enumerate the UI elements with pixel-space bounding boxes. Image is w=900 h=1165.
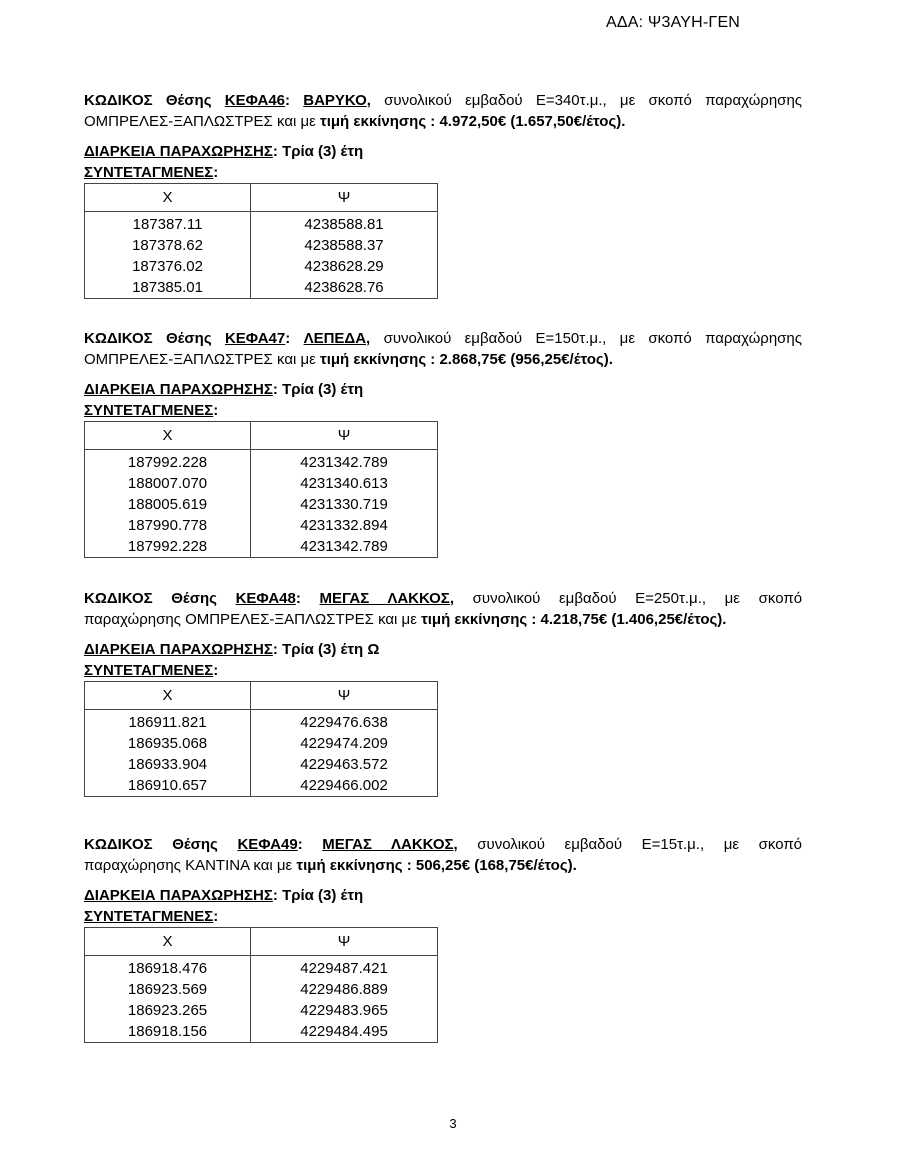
- col-y-header: Ψ: [251, 928, 438, 956]
- coords-label: ΣΥΝΤΕΤΑΓΜΕΝΕΣ: [84, 908, 214, 925]
- table-row: [85, 1021, 438, 1043]
- coords-table: [84, 183, 438, 299]
- col-x-header: Χ: [85, 928, 251, 956]
- table-row: [85, 515, 438, 536]
- entry-code: ΚΕΦΑ48: [235, 590, 296, 607]
- entry-code: ΚΕΦΑ46: [224, 92, 286, 109]
- duration-label: ΔΙΑΡΚΕΙΑ ΠΑΡΑΧΩΡΗΣΗΣ: [84, 143, 273, 160]
- entry-price: τιμή εκκίνησης : 506,25€ (168,75€/έτος).: [296, 857, 577, 874]
- y-cell: 4229463.572: [251, 754, 438, 775]
- x-cell: 188005.619: [85, 494, 251, 515]
- entry-price: τιμή εκκίνησης : 4.972,50€ (1.657,50€/έτος).: [320, 113, 626, 130]
- y-cell: 4238588.37: [251, 235, 438, 256]
- entry-line2: παραχώρησης ΚΑΝΤΙΝΑ και με: [84, 857, 293, 874]
- x-cell: 187378.62: [85, 235, 251, 256]
- table-row: [85, 256, 438, 277]
- y-cell: 4229474.209: [251, 733, 438, 754]
- entry-description: ΚΩΔΙΚΟΣ Θέσης ΚΕΦΑ48: ΜΕΓΑΣ ΛΑΚΚΟΣ, συνολικού εμβαδού Ε=250τ.μ., με σκοπό παραχώρησης ΟΜΠΡΕΛΕΣ-ΞΑΠΛΩΣΤΡΕΣ και με τιμή εκκίνησης : 4.218,75€ (1.406,25€/έτος).: [84, 590, 803, 628]
- table-row: [85, 494, 438, 515]
- table-row: [85, 979, 438, 1000]
- y-cell: 4231342.789: [251, 450, 438, 474]
- duration-value: Τρία (3) έτη: [282, 887, 364, 904]
- y-cell: 4229487.421: [251, 956, 438, 980]
- entry-line1: συνολικού εμβαδού Ε=340τ.μ., με σκοπό παραχώρησης: [384, 92, 803, 109]
- table-row: [85, 473, 438, 494]
- x-cell: 187992.228: [85, 450, 251, 474]
- table-row: [85, 450, 438, 474]
- coords-table: [84, 421, 438, 558]
- x-cell: 186911.821: [85, 710, 251, 734]
- entry-code: ΚΕΦΑ47: [224, 330, 286, 347]
- entry-line1: συνολικού εμβαδού Ε=250τ.μ., με σκοπό: [472, 590, 803, 607]
- y-cell: 4229466.002: [251, 775, 438, 797]
- col-x-header: Χ: [85, 422, 251, 450]
- col-y-header: Ψ: [251, 682, 438, 710]
- coords-label: ΣΥΝΤΕΤΑΓΜΕΝΕΣ: [84, 164, 214, 181]
- duration-value: Τρία (3) έτη: [282, 143, 364, 160]
- entry-description: ΚΩΔΙΚΟΣ Θέσης ΚΕΦΑ49: ΜΕΓΑΣ ΛΑΚΚΟΣ, συνολικού εμβαδού Ε=15τ.μ., με σκοπό παραχώρησης ΚΑΝΤΙΝΑ και με τιμή εκκίνησης : 506,25€ (168,75€/έτος).: [84, 836, 803, 874]
- table-row: [85, 775, 438, 797]
- y-cell: 4238588.81: [251, 212, 438, 236]
- table-row: [85, 536, 438, 558]
- code-prefix: ΚΩΔΙΚΟΣ Θέσης: [84, 92, 212, 109]
- code-prefix: ΚΩΔΙΚΟΣ Θέσης: [84, 590, 217, 607]
- col-x-header: Χ: [85, 184, 251, 212]
- entry-line1: συνολικού εμβαδού Ε=150τ.μ., με σκοπό παραχώρησης: [383, 330, 802, 347]
- duration-value: Τρία (3) έτη: [282, 381, 364, 398]
- duration-label: ΔΙΑΡΚΕΙΑ ΠΑΡΑΧΩΡΗΣΗΣ: [84, 641, 273, 658]
- page-number: 3: [449, 1116, 457, 1131]
- x-cell: 186918.476: [85, 956, 251, 980]
- table-row: [85, 956, 438, 980]
- x-cell: 187376.02: [85, 256, 251, 277]
- entry-location: ΜΕΓΑΣ ΛΑΚΚΟΣ: [319, 590, 450, 607]
- entry-kefa49: ΚΩΔΙΚΟΣ Θέσης ΚΕΦΑ49: ΜΕΓΑΣ ΛΑΚΚΟΣ, συνολικού εμβαδού Ε=15τ.μ., με σκοπό παραχώρησης ΚΑΝΤΙΝΑ και με τιμή εκκίνησης : 506,25€ (168,75€/έτος). ΔΙΑΡΚΕΙΑ ΠΑΡΑΧΩΡΗΣΗΣ: Τρία (3) έτη ΣΥΝΤΕΤΑΓΜΕΝΕΣ: Χ Ψ 186918.476 4229487.421 186923.569 4229486.889 186923.265 4229483.965 186918.156 4229484.495: [84, 834, 802, 1043]
- y-cell: 4238628.76: [251, 277, 438, 299]
- y-cell: 4231342.789: [251, 536, 438, 558]
- x-cell: 186923.265: [85, 1000, 251, 1021]
- x-cell: 187385.01: [85, 277, 251, 299]
- coords-table: [84, 681, 438, 797]
- entry-line2: παραχώρησης ΟΜΠΡΕΛΕΣ-ΞΑΠΛΩΣΤΡΕΣ και με: [84, 611, 417, 628]
- code-prefix: ΚΩΔΙΚΟΣ Θέσης: [84, 330, 212, 347]
- entry-kefa46: ΚΩΔΙΚΟΣ Θέσης ΚΕΦΑ46: ΒΑΡΥΚΟ, συνολικού εμβαδού Ε=340τ.μ., με σκοπό παραχώρησης ΟΜΠΡΕΛΕΣ-ΞΑΠΛΩΣΤΡΕΣ και με τιμή εκκίνησης : 4.972,50€ (1.657,50€/έτος). ΔΙΑΡΚΕΙΑ ΠΑΡΑΧΩΡΗΣΗΣ: Τρία (3) έτη ΣΥΝΤΕΤΑΓΜΕΝΕΣ: Χ Ψ 187387.11 4238588.81 187378.62 4238588.37 187376.02 4238628.29 187385.01 4238628.76: [84, 90, 802, 299]
- table-row: [85, 1000, 438, 1021]
- x-cell: 186933.904: [85, 754, 251, 775]
- table-row: [85, 754, 438, 775]
- x-cell: 187990.778: [85, 515, 251, 536]
- entry-price: τιμή εκκίνησης : 2.868,75€ (956,25€/έτος).: [320, 351, 613, 368]
- x-cell: 187992.228: [85, 536, 251, 558]
- x-cell: 186923.569: [85, 979, 251, 1000]
- duration-value: Τρία (3) έτη Ω: [282, 641, 380, 658]
- entry-line2: ΟΜΠΡΕΛΕΣ-ΞΑΠΛΩΣΤΡΕΣ και με: [84, 113, 316, 130]
- y-cell: 4229486.889: [251, 979, 438, 1000]
- table-row: [85, 710, 438, 734]
- table-row: [85, 235, 438, 256]
- entry-kefa48: ΚΩΔΙΚΟΣ Θέσης ΚΕΦΑ48: ΜΕΓΑΣ ΛΑΚΚΟΣ, συνολικού εμβαδού Ε=250τ.μ., με σκοπό παραχώρησης ΟΜΠΡΕΛΕΣ-ΞΑΠΛΩΣΤΡΕΣ και με τιμή εκκίνησης : 4.218,75€ (1.406,25€/έτος). ΔΙΑΡΚΕΙΑ ΠΑΡΑΧΩΡΗΣΗΣ: Τρία (3) έτη Ω ΣΥΝΤΕΤΑΓΜΕΝΕΣ: Χ Ψ 186911.821 4229476.638 186935.068 4229474.209 186933.904 4229463.572 186910.657 4229466.002: [84, 588, 802, 797]
- entry-location: ΒΑΡΥΚΟ: [303, 92, 367, 109]
- table-row: [85, 277, 438, 299]
- x-cell: 187387.11: [85, 212, 251, 236]
- y-cell: 4238628.29: [251, 256, 438, 277]
- table-row: [85, 212, 438, 236]
- x-cell: 186935.068: [85, 733, 251, 754]
- col-x-header: Χ: [85, 682, 251, 710]
- col-y-header: Ψ: [251, 422, 438, 450]
- entry-description: ΚΩΔΙΚΟΣ Θέσης ΚΕΦΑ46: ΒΑΡΥΚΟ, συνολικού εμβαδού Ε=340τ.μ., με σκοπό παραχώρησης ΟΜΠΡΕΛΕΣ-ΞΑΠΛΩΣΤΡΕΣ και με τιμή εκκίνησης : 4.972,50€ (1.657,50€/έτος).: [84, 92, 803, 130]
- duration-label: ΔΙΑΡΚΕΙΑ ΠΑΡΑΧΩΡΗΣΗΣ: [84, 381, 273, 398]
- entry-price: τιμή εκκίνησης : 4.218,75€ (1.406,25€/έτος).: [421, 611, 727, 628]
- y-cell: 4231332.894: [251, 515, 438, 536]
- entry-line1: συνολικού εμβαδού Ε=15τ.μ., με σκοπό: [477, 836, 803, 853]
- coords-label: ΣΥΝΤΕΤΑΓΜΕΝΕΣ: [84, 662, 214, 679]
- entry-location: ΜΕΓΑΣ ΛΑΚΚΟΣ: [322, 836, 454, 853]
- duration-label: ΔΙΑΡΚΕΙΑ ΠΑΡΑΧΩΡΗΣΗΣ: [84, 887, 273, 904]
- y-cell: 4229483.965: [251, 1000, 438, 1021]
- x-cell: 186910.657: [85, 775, 251, 797]
- y-cell: 4231330.719: [251, 494, 438, 515]
- y-cell: 4231340.613: [251, 473, 438, 494]
- ada-header: ΑΔΑ: Ψ3ΑΥΗ-ΓΕΝ: [606, 14, 741, 31]
- y-cell: 4229484.495: [251, 1021, 438, 1043]
- x-cell: 188007.070: [85, 473, 251, 494]
- code-prefix: ΚΩΔΙΚΟΣ Θέσης: [84, 836, 218, 853]
- col-y-header: Ψ: [251, 184, 438, 212]
- coords-table: [84, 927, 438, 1043]
- x-cell: 186918.156: [85, 1021, 251, 1043]
- entry-line2: ΟΜΠΡΕΛΕΣ-ΞΑΠΛΩΣΤΡΕΣ και με: [84, 351, 316, 368]
- entry-description: ΚΩΔΙΚΟΣ Θέσης ΚΕΦΑ47: ΛΕΠΕΔΑ, συνολικού εμβαδού Ε=150τ.μ., με σκοπό παραχώρησης ΟΜΠΡΕΛΕΣ-ΞΑΠΛΩΣΤΡΕΣ και με τιμή εκκίνησης : 2.868,75€ (956,25€/έτος).: [84, 330, 802, 368]
- coords-label: ΣΥΝΤΕΤΑΓΜΕΝΕΣ: [84, 402, 214, 419]
- table-row: [85, 733, 438, 754]
- entry-code: ΚΕΦΑ49: [237, 836, 298, 853]
- y-cell: 4229476.638: [251, 710, 438, 734]
- entry-location: ΛΕΠΕΔΑ: [303, 330, 367, 347]
- entry-kefa47: ΚΩΔΙΚΟΣ Θέσης ΚΕΦΑ47: ΛΕΠΕΔΑ, συνολικού εμβαδού Ε=150τ.μ., με σκοπό παραχώρησης ΟΜΠΡΕΛΕΣ-ΞΑΠΛΩΣΤΡΕΣ και με τιμή εκκίνησης : 2.868,75€ (956,25€/έτος). ΔΙΑΡΚΕΙΑ ΠΑΡΑΧΩΡΗΣΗΣ: Τρία (3) έτη ΣΥΝΤΕΤΑΓΜΕΝΕΣ: Χ Ψ 187992.228 4231342.789 188007.070 4231340.613 188005.619 4231330.719 187990.778 4231332.894 187992.228 4231342.789: [84, 328, 802, 558]
